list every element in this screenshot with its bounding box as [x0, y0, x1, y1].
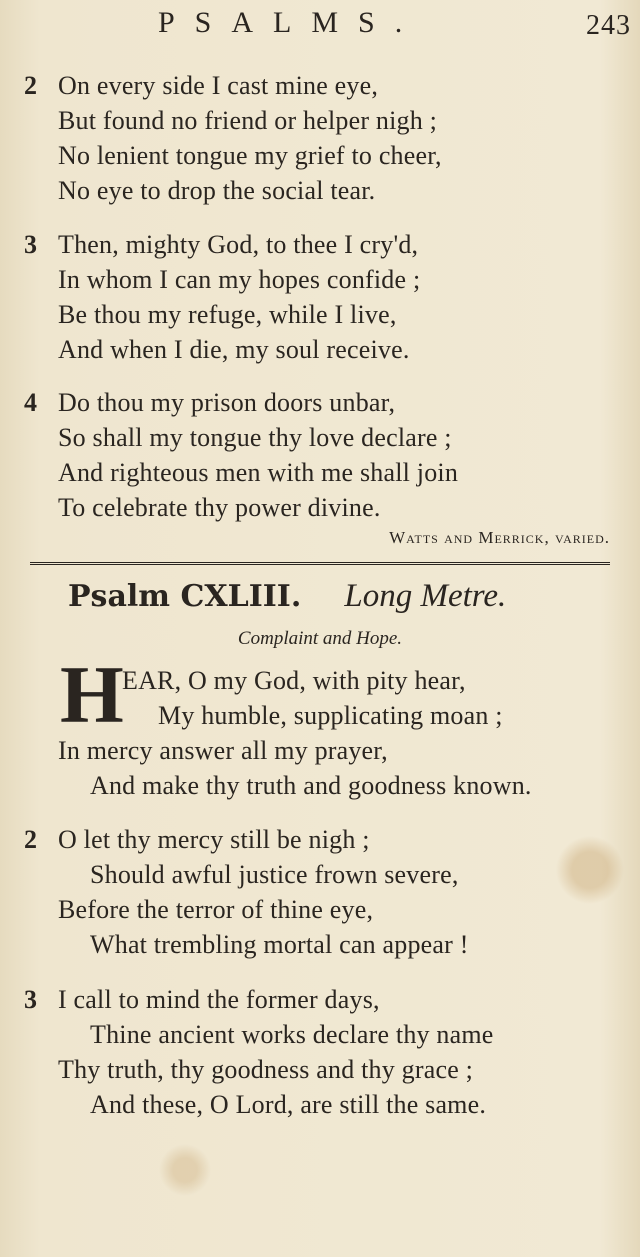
stanza-2-previous	[24, 68, 634, 208]
psalm-heading	[68, 578, 506, 615]
verse-line: So shall my tongue thy love declare ;	[58, 423, 452, 452]
verse-line: EAR, O my God, with pity hear,	[122, 666, 466, 695]
verse-line: Thine ancient works declare thy name	[90, 1020, 494, 1049]
stanza-number: 4	[24, 388, 38, 417]
verse-line: And these, O Lord, are still the same.	[90, 1090, 487, 1119]
psalm-subtitle: Complaint and Hope.	[237, 628, 403, 649]
stanza-number: 2	[24, 71, 38, 100]
stanza-3-previous	[24, 227, 634, 367]
verse-line: 3 I call to mind the former days,	[24, 982, 634, 1017]
stanza-3-psalm	[24, 982, 634, 1122]
psalm-metre: Long Metre.	[344, 578, 507, 614]
psalm-title: Psalm CXLIII.	[68, 579, 302, 614]
verse-line: 3 Then, mighty God, to thee I cry'd,	[24, 227, 634, 262]
verse-line: Should awful justice frown severe,	[90, 860, 459, 889]
verse-line: Before the terror of thine eye,	[58, 895, 374, 924]
verse-line: 4 Do thou my prison doors unbar,	[24, 385, 634, 420]
page-number: 243	[586, 10, 631, 41]
stanza-number: 3	[24, 230, 38, 259]
page-header	[0, 4, 640, 44]
verse-line: My humble, supplicating moan ;	[158, 701, 503, 730]
verse-line: In mercy answer all my prayer,	[58, 736, 388, 765]
drop-cap: H	[60, 649, 124, 740]
verse-line: In whom I can my hopes confide ;	[58, 265, 421, 294]
verse-line: And when I die, my soul receive.	[58, 335, 410, 364]
verse-line: Thy truth, thy goodness and thy grace ;	[58, 1055, 474, 1084]
verse-line: 2 O let thy mercy still be nigh ;	[24, 822, 634, 857]
stanza-2-psalm	[24, 822, 634, 962]
verse-line: To celebrate thy power divine.	[58, 493, 381, 522]
verse-line: No lenient tongue my grief to cheer,	[58, 141, 442, 170]
stanza-4-previous	[24, 385, 634, 525]
verse-line: No eye to drop the social tear.	[58, 176, 376, 205]
stanza-number: 2	[24, 825, 38, 854]
stanza-number: 3	[24, 985, 38, 1014]
verse-line: 2 On every side I cast mine eye,	[24, 68, 634, 103]
verse-line: And make thy truth and goodness known.	[90, 771, 532, 800]
verse-line: And righteous men with me shall join	[58, 458, 459, 487]
verse-line: Be thou my refuge, while I live,	[58, 300, 397, 329]
section-divider	[30, 562, 610, 565]
attribution: Watts and Merrick, varied.	[389, 528, 610, 547]
verse-line: But found no friend or helper nigh ;	[58, 106, 438, 135]
running-title: PSALMS.	[158, 6, 423, 39]
stanza-1-psalm	[24, 733, 634, 803]
verse-line: What trembling mortal can appear !	[90, 930, 469, 959]
